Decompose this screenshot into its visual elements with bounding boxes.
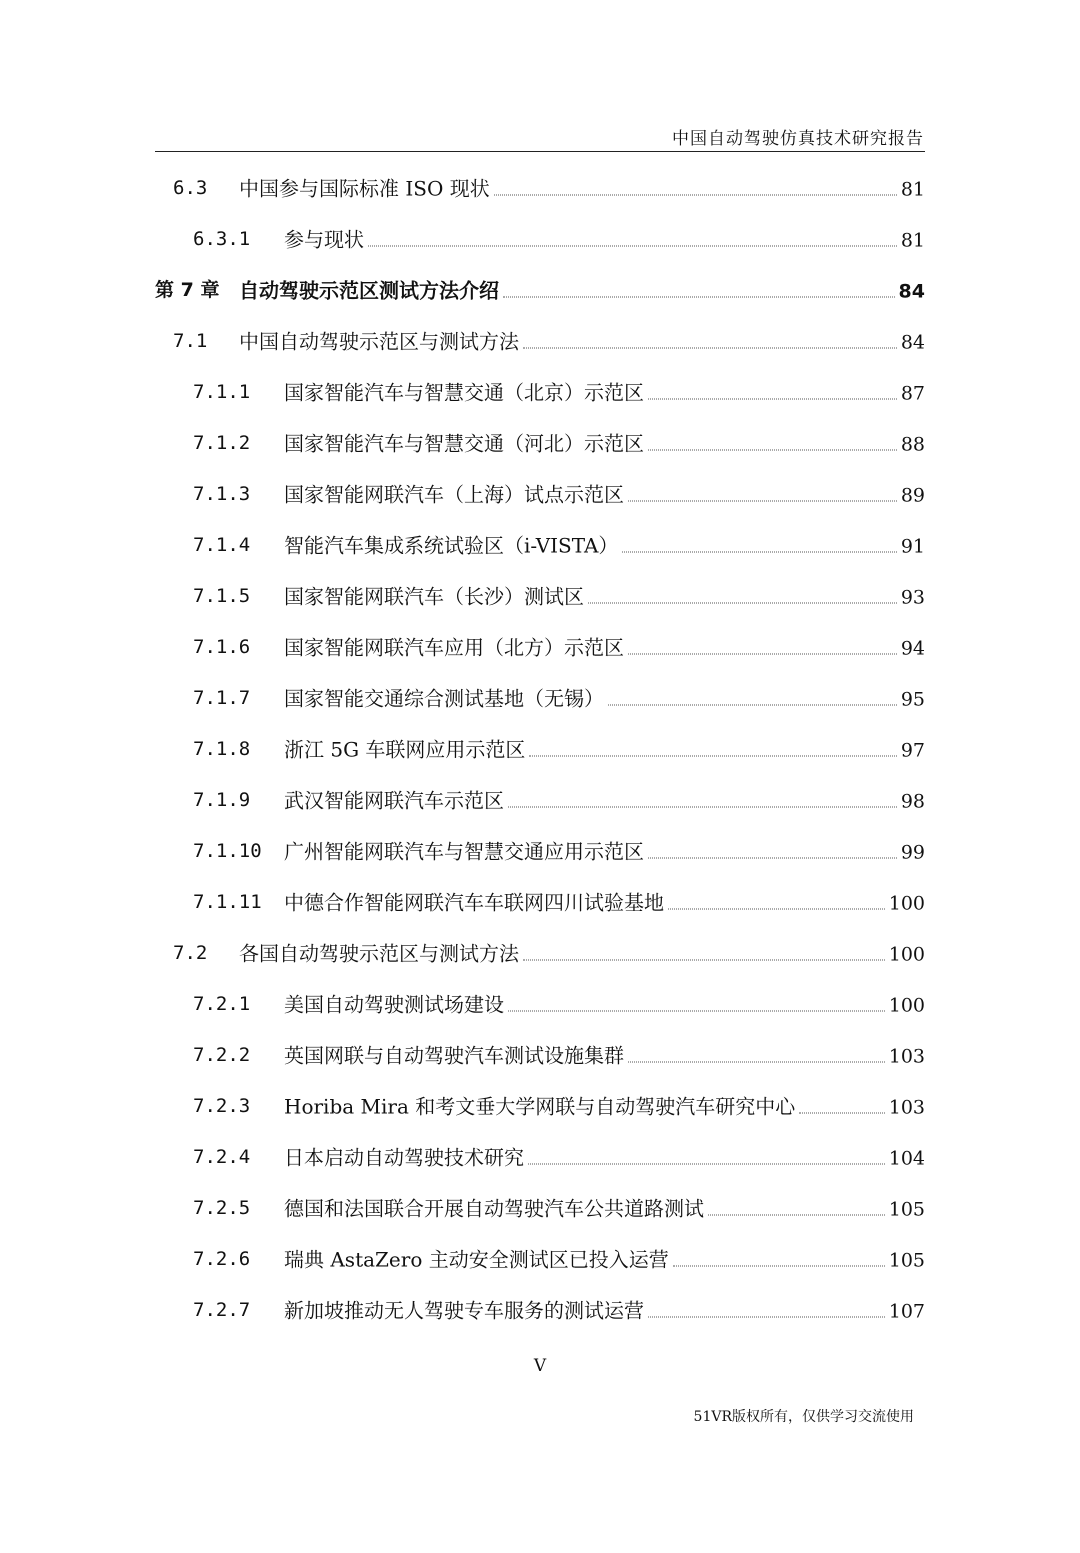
- toc-entry-number: 7.2.2: [193, 1044, 251, 1066]
- toc-entry-number: 7.2.7: [193, 1299, 251, 1321]
- toc-entry-title: 国家智能网联汽车（上海）试点示范区: [284, 482, 624, 506]
- toc-entry-title: 武汉智能网联汽车示范区: [284, 788, 504, 812]
- dot-leader: [523, 347, 897, 348]
- dot-leader: [628, 500, 897, 501]
- dot-leader: [708, 1214, 885, 1215]
- toc-entry-body: [284, 229, 925, 250]
- toc-entry-body: [239, 331, 925, 352]
- running-header: 中国自动驾驶仿真技术研究报告: [672, 129, 924, 149]
- toc-entry-page: 81: [900, 229, 925, 251]
- dot-leader: [503, 296, 895, 297]
- toc-entry[interactable]: [155, 367, 925, 418]
- toc-entry-number: 7.2: [173, 942, 208, 964]
- toc-entry[interactable]: [155, 1285, 925, 1336]
- toc-entry[interactable]: [155, 1132, 925, 1183]
- toc-entry-number: 7.1.9: [193, 789, 251, 811]
- toc-entry-number: 7.1.2: [193, 432, 251, 454]
- dot-leader: [528, 1163, 885, 1164]
- header-rule: [155, 151, 925, 152]
- toc-entry-number: 7.2.3: [193, 1095, 251, 1117]
- toc-entry-body: [284, 535, 925, 556]
- toc-entry-body: [284, 382, 925, 403]
- toc-entry-title: 国家智能汽车与智慧交通（北京）示范区: [284, 380, 644, 404]
- dot-leader: [628, 653, 897, 654]
- toc-entry-page: 104: [888, 1147, 925, 1169]
- toc-entry-body: [239, 178, 925, 199]
- dot-leader: [628, 1061, 885, 1062]
- toc-entry[interactable]: [155, 163, 925, 214]
- toc-entry-body: [239, 943, 925, 964]
- toc-entry-body: [284, 586, 925, 607]
- toc-entry[interactable]: [155, 1234, 925, 1285]
- toc-entry-title: 德国和法国联合开展自动驾驶汽车公共道路测试: [284, 1196, 704, 1220]
- toc-entry-number: 7.2.1: [193, 993, 251, 1015]
- toc-entry-body: [284, 688, 925, 709]
- toc-entry-body: [284, 433, 925, 454]
- toc-entry-number: 7.1.4: [193, 534, 251, 556]
- toc-entry[interactable]: [155, 724, 925, 775]
- toc-entry-page: 89: [900, 484, 925, 506]
- toc-entry-page: 94: [900, 637, 925, 659]
- toc-entry-page: 95: [900, 688, 925, 710]
- toc-entry-page: 103: [888, 1096, 925, 1118]
- toc-entry-body: [284, 790, 925, 811]
- toc-entry-title: 中德合作智能网联汽车车联网四川试验基地: [284, 890, 664, 914]
- toc-entry-body: [239, 280, 925, 301]
- toc-entry-number: 7.1.8: [193, 738, 251, 760]
- toc-entry-title: 国家智能网联汽车（长沙）测试区: [284, 584, 584, 608]
- toc-entry-page: 81: [900, 178, 925, 200]
- toc-entry-title: 英国网联与自动驾驶汽车测试设施集群: [284, 1043, 624, 1067]
- toc-entry-page: 105: [888, 1249, 925, 1271]
- toc-entry-page: 91: [900, 535, 925, 557]
- toc-entry-title: 浙江 5G 车联网应用示范区: [284, 737, 526, 761]
- toc-entry-number: 7.1.3: [193, 483, 251, 505]
- toc-entry-number: 7.1.1: [193, 381, 251, 403]
- toc-entry-page: 100: [888, 892, 925, 914]
- dot-leader: [529, 755, 896, 756]
- toc-entry-number: 第 7 章: [155, 279, 220, 301]
- toc-entry-number: 6.3: [173, 177, 208, 199]
- toc-entry-body: [284, 637, 925, 658]
- toc-entry-body: [284, 1045, 925, 1066]
- toc-entry-body: [284, 994, 925, 1015]
- toc-entry-body: [284, 1249, 925, 1270]
- toc-entry-page: 107: [888, 1300, 925, 1322]
- toc-entry[interactable]: [155, 928, 925, 979]
- toc-entry[interactable]: [155, 214, 925, 265]
- toc-entry[interactable]: [155, 877, 925, 928]
- toc-entry-body: [284, 892, 925, 913]
- toc-entry-page: 87: [900, 382, 925, 404]
- dot-leader: [508, 806, 897, 807]
- toc-entry-number: 7.1: [173, 330, 208, 352]
- toc-entry-page: 84: [898, 280, 925, 302]
- toc-entry[interactable]: [155, 622, 925, 673]
- toc-entry-title: 自动驾驶示范区测试方法介绍: [239, 278, 499, 302]
- dot-leader: [622, 551, 896, 552]
- toc-entry[interactable]: [155, 469, 925, 520]
- toc-entry-number: 7.1.10: [193, 840, 262, 862]
- dot-leader: [508, 1010, 885, 1011]
- toc-entry[interactable]: [155, 571, 925, 622]
- toc-entry[interactable]: [155, 1030, 925, 1081]
- toc-entry[interactable]: [155, 520, 925, 571]
- dot-leader: [648, 449, 897, 450]
- page-number: V: [533, 1356, 547, 1376]
- toc-entry-number: 6.3.1: [193, 228, 251, 250]
- toc-entry[interactable]: [155, 418, 925, 469]
- toc-entry-title: 中国自动驾驶示范区与测试方法: [239, 329, 519, 353]
- toc-entry-page: 84: [900, 331, 925, 353]
- toc-entry[interactable]: [155, 775, 925, 826]
- toc-entry-title: 智能汽车集成系统试验区（i-VISTA）: [284, 533, 619, 557]
- toc-entry-title: 国家智能交通综合测试基地（无锡）: [284, 686, 604, 710]
- toc-entry-title: 瑞典 AstaZero 主动安全测试区已投入运营: [284, 1247, 669, 1271]
- toc-entry-title: 美国自动驾驶测试场建设: [284, 992, 504, 1016]
- toc-entry-page: 100: [888, 943, 925, 965]
- dot-leader: [799, 1112, 884, 1113]
- toc-entry-title: 国家智能网联汽车应用（北方）示范区: [284, 635, 624, 659]
- toc-entry-number: 7.1.7: [193, 687, 251, 709]
- dot-leader: [648, 398, 897, 399]
- toc-entry-title: 各国自动驾驶示范区与测试方法: [239, 941, 519, 965]
- toc-entry-page: 105: [888, 1198, 925, 1220]
- toc-entry-title: 日本启动自动驾驶技术研究: [284, 1145, 524, 1169]
- toc-entry-page: 93: [900, 586, 925, 608]
- dot-leader: [673, 1265, 885, 1266]
- dot-leader: [648, 857, 897, 858]
- toc-entry-body: [284, 484, 925, 505]
- toc-entry-body: [284, 739, 925, 760]
- toc-entry-number: 7.2.5: [193, 1197, 251, 1219]
- dot-leader: [494, 194, 897, 195]
- toc-entry-number: 7.1.6: [193, 636, 251, 658]
- toc-entry-title: 广州智能网联汽车与智慧交通应用示范区: [284, 839, 644, 863]
- toc-entry-title: 新加坡推动无人驾驶专车服务的测试运营: [284, 1298, 644, 1322]
- dot-leader: [523, 959, 885, 960]
- copyright-notice: 51VR版权所有，仅供学习交流使用: [693, 1409, 914, 1425]
- toc-entry[interactable]: [155, 826, 925, 877]
- toc-entry-number: 7.1.5: [193, 585, 251, 607]
- toc-entry[interactable]: [155, 1081, 925, 1132]
- dot-leader: [588, 602, 897, 603]
- dot-leader: [668, 908, 885, 909]
- dot-leader: [368, 245, 897, 246]
- dot-leader: [608, 704, 897, 705]
- toc-entry-number: 7.2.4: [193, 1146, 251, 1168]
- toc-entry-page: 100: [888, 994, 925, 1016]
- toc-entry[interactable]: [155, 673, 925, 724]
- toc-entry-body: [284, 1198, 925, 1219]
- toc-entry-body: [284, 841, 925, 862]
- toc-entry-page: 88: [900, 433, 925, 455]
- toc-entry-page: 97: [900, 739, 925, 761]
- toc-entry-title: Horiba Mira 和考文垂大学网联与自动驾驶汽车研究中心: [284, 1094, 796, 1118]
- toc-entry-body: [284, 1096, 925, 1117]
- toc-entry[interactable]: [155, 979, 925, 1030]
- toc-entry-body: [284, 1147, 925, 1168]
- toc-entry-page: 98: [900, 790, 925, 812]
- table-of-contents: [155, 163, 925, 1336]
- dot-leader: [648, 1316, 885, 1317]
- toc-entry-number: 7.1.11: [193, 891, 262, 913]
- toc-entry-page: 103: [888, 1045, 925, 1067]
- toc-entry-body: [284, 1300, 925, 1321]
- toc-entry-title: 参与现状: [284, 227, 364, 251]
- toc-entry-title: 中国参与国际标准 ISO 现状: [239, 176, 490, 200]
- toc-entry[interactable]: [155, 265, 925, 316]
- toc-entry-title: 国家智能汽车与智慧交通（河北）示范区: [284, 431, 644, 455]
- toc-entry[interactable]: [155, 316, 925, 367]
- toc-entry[interactable]: [155, 1183, 925, 1234]
- toc-entry-page: 99: [900, 841, 925, 863]
- toc-entry-number: 7.2.6: [193, 1248, 251, 1270]
